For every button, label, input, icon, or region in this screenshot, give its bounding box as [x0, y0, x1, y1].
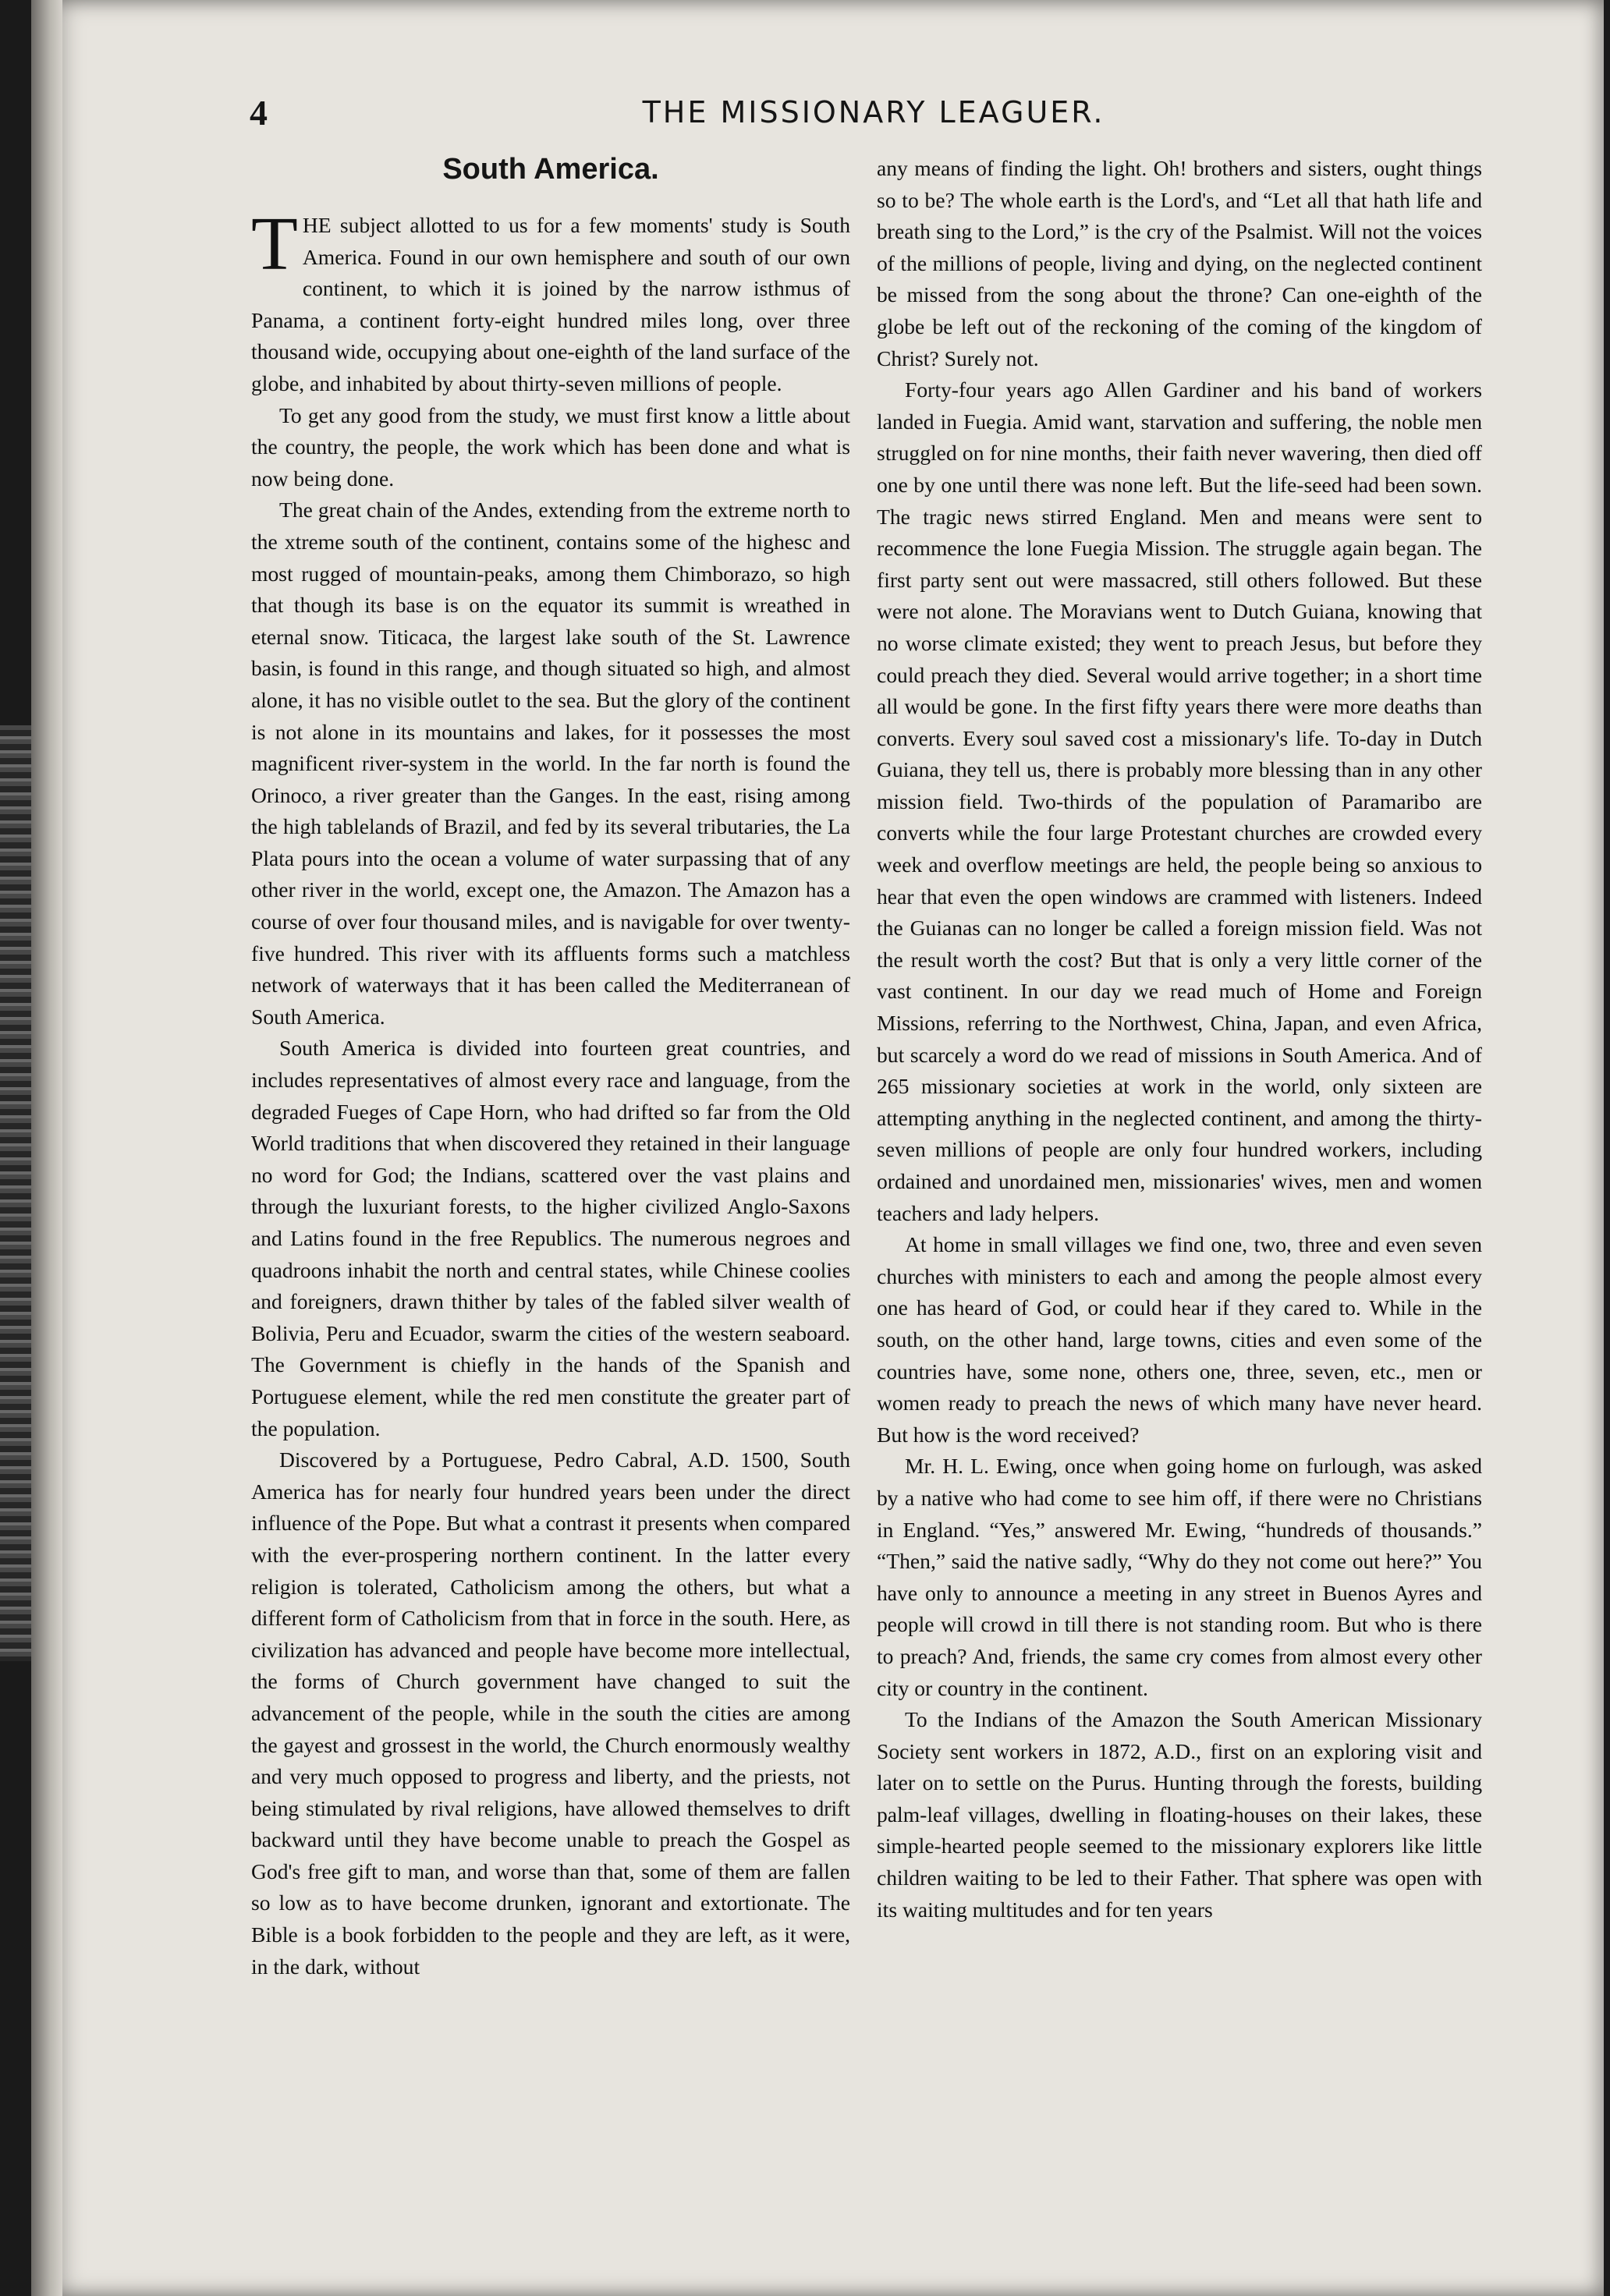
drop-cap: T — [251, 202, 298, 286]
paragraph: Mr. H. L. Ewing, once when going home on furlough, was asked by a native who had come to see him off, if there were no Christians in England. “Yes,” answered Mr. Ewing, “hundreds of thousands.” “Then,” said the native sadly, “Why do they not come out here?” You have only to announce a meeting in any street in Buenos Ayres and people will crowd in till there is not standing room. But who is there to preach? And, friends, the same cry comes from almost every other city or country in the continent. — [877, 1454, 1482, 1700]
paragraph — [251, 202, 850, 400]
paragraph: The great chain of the Andes, extending from the extreme north to the xtreme south of the continent, contains some of the highesc and most rugged of mountain-peaks, among them Chimborazo, so high that though its base is on the equator its summit is wreathed in eternal snow. Titicaca, the largest lake south of the St. Lawrence basin, is found in this range, and though situated so high, and almost alone, it has no visible outlet to the sea. But the glory of the continent is not alone in its mountains and lakes, for it possesses the most magnificent river-system in the world. In the far north is found the Orinoco, a river greater than the Ganges. In the east, rising among the high tablelands of Brazil, and fed by its several tributaries, the La Plata pours into the ocean a volume of water surpassing that of any other river in the world, except one, the Amazon. The Amazon has a course of over four thousand miles, and is navigable for over twenty-five hundred. This river with its affluents forms such a matchless network of waterways that it has been called the Mediterranean of South America. — [251, 498, 850, 1029]
left-column — [251, 153, 850, 1982]
paragraph: Forty-four years ago Allen Gardiner and his band of workers landed in Fuegia. Amid want, starvation and suffering, the noble men struggled on for nine months, their faith never wavering, then died off one by one until there was none left. But the life-seed had been sown. The tragic news stirred England. Men and means were sent to recommence the lone Fuegia Mission. The struggle again began. The first party sent out were massacred, still others followed. But these were not alone. The Moravians went to Dutch Guiana, knowing that no worse climate existed; they went to preach Jesus, but before they could preach they died. Several would arrive together; in a short time all would be gone. In the first fifty years there were more deaths than converts. Every soul saved cost a missionary's life. To-day in Dutch Guiana, they tell us, there is probably more blessing than in any other mission field. Two-thirds of the population of Paramaribo are converts while the four large Protestant churches are crowded every week and overflow meetings are held, the people being so anxious to hear that even the open windows are crammed with listeners. Indeed the Guianas can no longer be called a foreign mission field. Was not the result worth the cost? But that is only a very little corner of the vast continent. In our day we read much of Home and Foreign Missions, referring to the Northwest, China, Japan, and even Africa, but scarcely a word do we read of missions in South America. And of 265 missionary societies at work in the world, only sixteen are attempting anything in the neglected continent, and among the thirty-seven millions of people are only four hundred workers, including ordained and unordained men, missionaries' wives, men and women teachers and lady helpers. — [877, 377, 1482, 1225]
paragraph-text: HE subject allotted to us for a few moments' study is South America. Found in our own hemisphere and south of our own continent, to which it is joined by the narrow isthmus of Panama, a continent forty-eight hundred miles long, over three thousand wide, occupying about one-eighth of the land surface of the globe, and inhabited by about thirty-seven millions of people. — [251, 213, 850, 395]
paragraph: Discovered by a Portuguese, Pedro Cabral, A.D. 1500, South America has for nearly four hundred years been under the direct influence of the Pope. But what a contrast it presents when compared with the ever-prospering northern continent. In the latter every religion is tolerated, Catholicism among the others, but what a different form of Catholicism from that in force in the south. Here, as civilization has advanced and people have become more intellectual, the forms of Church government have changed to suit the advancement of the people, while in the south the cities are among the gayest and grossest in the world, the Church enormously wealthy and very much opposed to progress and liberty, and the priests, not being stimulated by rival religions, have allowed themselves to drift backward until they have become unable to preach the Gospel as God's free gift to man, and worse than that, some of them are fallen so low as to have become drunken, ignorant and extortionate. The Bible is a book forbidden to the people and they are left, as it were, in the dark, without — [251, 1447, 850, 1979]
page-header — [250, 92, 1498, 147]
paragraph: South America is divided into fourteen great countries, and includes representatives of almost every race and language, from the degraded Fueges of Cape Horn, who had drifted so far from the Old World traditions that when discovered they retained in their language no word for God; the Indians, scattered over the vast plains and through the luxuriant forests, to the higher civilized Anglo-Saxons and Latins found in the free Republics. The numerous negroes and quadroons inhabit the north and central states, while Chinese coolies and foreigners, drawn thither by tales of the fabled silver wealth of Bolivia, Peru and Ecuador, swarm the cities of the western seaboard. The Government is chiefly in the hands of the Spanish and Portuguese element, while the red men constitute the greater part of the population. — [251, 1036, 850, 1440]
page-binding-shadow — [31, 0, 62, 2296]
paragraph: To get any good from the study, we must first know a little about the country, the people, the work which has been done and what is now being done. — [251, 402, 850, 491]
right-column — [877, 153, 1482, 1926]
page-number: 4 — [250, 93, 268, 133]
paragraph: At home in small villages we find one, two, three and even seven churches with ministers to each and among the people almost every one has heard of God, or could hear if they cared to. While in the south, on the other hand, large towns, cities and even some of the countries have, some none, others one, three, seven, etc., men or women ready to preach the news of which many have never heard. But how is the word received? — [877, 1232, 1482, 1447]
paragraph: To the Indians of the Amazon the South American Missionary Society sent workers in 1872, A.D., first on an exploring visit and later on to settle on the Purus. Hunting through the forests, building palm-leaf villages, dwelling in floating-houses on their lakes, these simple-hearted people seemed to the missionary explorers like little children waiting to be led to their Father. That sphere was open with its waiting multitudes and for ten years — [877, 1707, 1482, 1922]
article-title: South America. — [442, 153, 659, 186]
paragraph: any means of finding the light. Oh! brothers and sisters, ought things so to be? The whole earth is the Lord's, and “Let all that hath life and breath sing to the Lord,” is the cry of the Psalmist. Will not the voices of the millions of people, living and dying, on the neglected continent be missed from the song about the throne? Can one-eighth of the globe be left out of the reckoning of the coming of the kingdom of Christ? Surely not. — [877, 156, 1482, 370]
running-head: THE MISSIONARY LEAGUER. — [642, 95, 1105, 129]
